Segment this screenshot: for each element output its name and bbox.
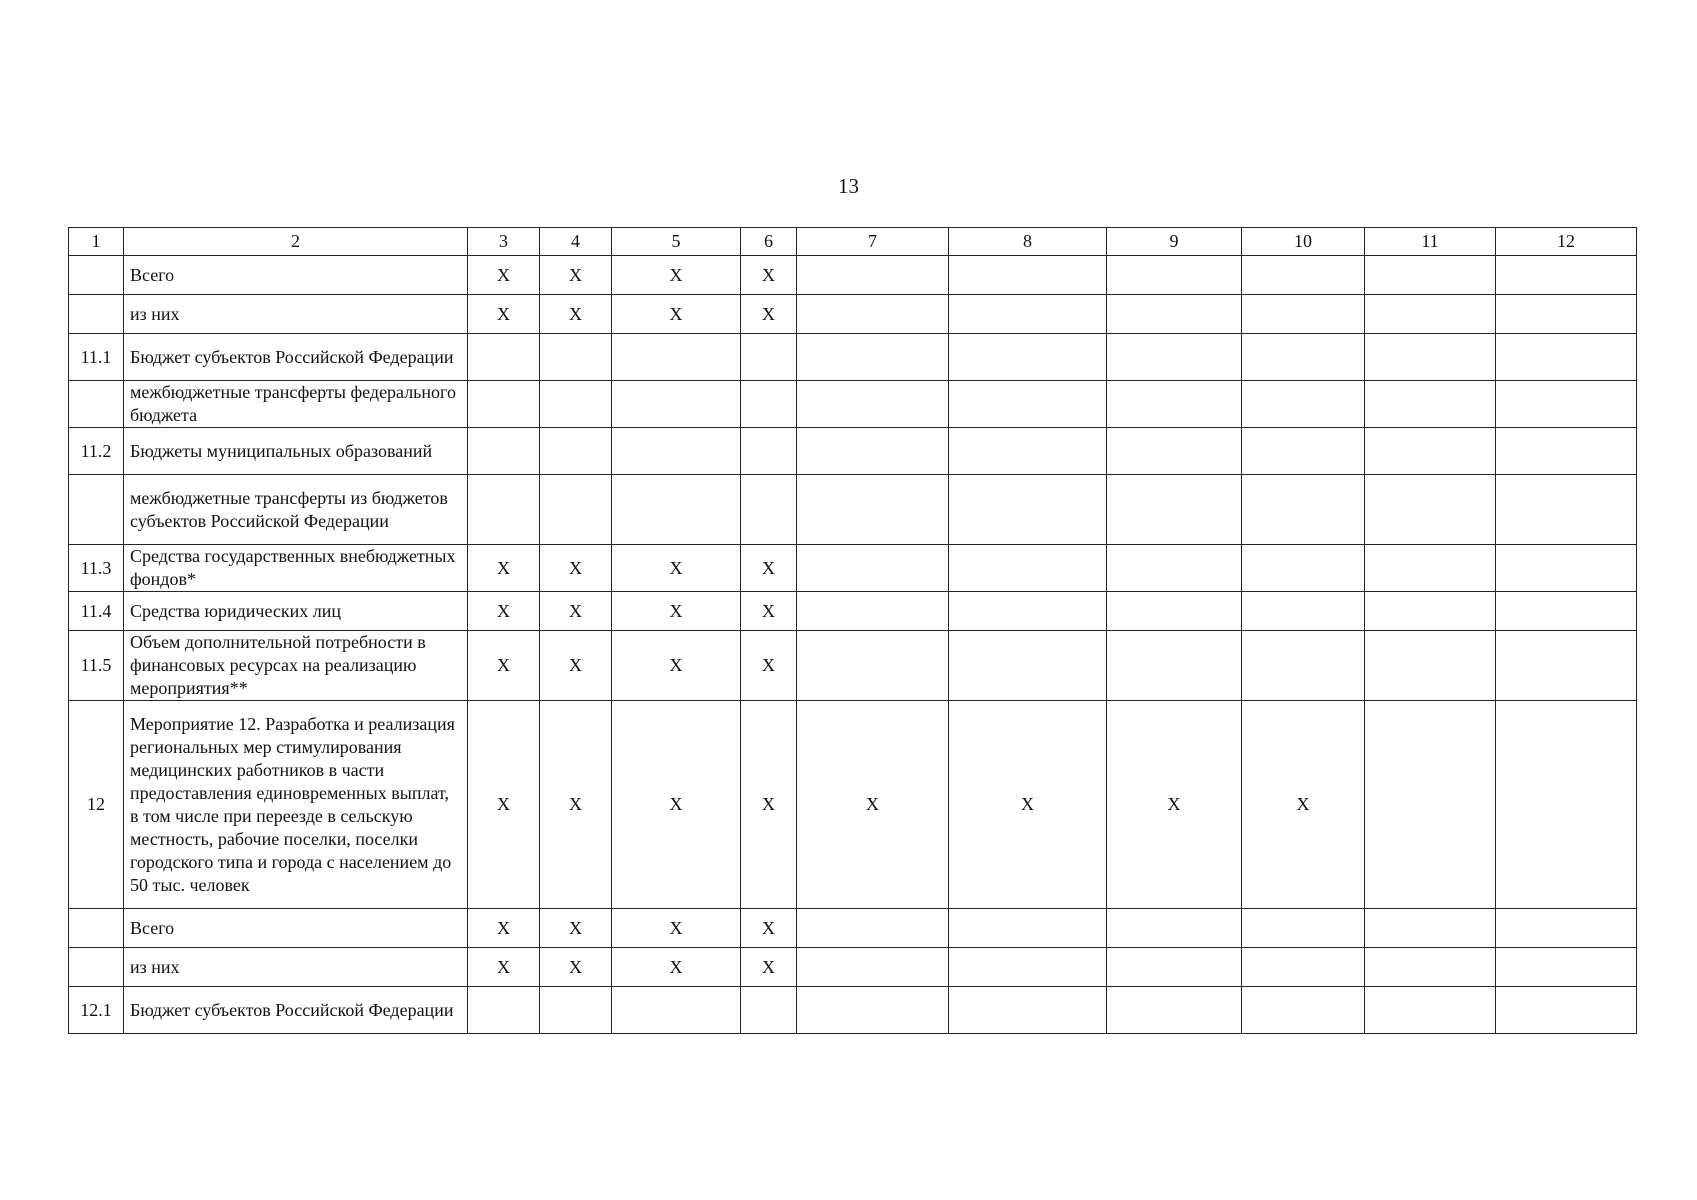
table-cell (1496, 334, 1637, 381)
table-cell (540, 381, 612, 428)
row-number (69, 256, 124, 295)
table-cell (1365, 256, 1496, 295)
table-cell: X (741, 631, 797, 701)
table-cell (468, 987, 540, 1034)
table-cell (949, 381, 1107, 428)
row-number: 11.5 (69, 631, 124, 701)
table-cell (797, 631, 949, 701)
table-cell (741, 475, 797, 545)
table-cell (1365, 475, 1496, 545)
table-cell (949, 631, 1107, 701)
table-cell (797, 475, 949, 545)
column-header: 9 (1107, 228, 1242, 256)
table-cell (949, 909, 1107, 948)
table-cell (1107, 334, 1242, 381)
table-row (69, 592, 1637, 631)
table-cell (1496, 256, 1637, 295)
table-cell (1242, 592, 1365, 631)
table-cell: X (741, 256, 797, 295)
table-cell (797, 987, 949, 1034)
table-row (69, 948, 1637, 987)
row-number (69, 475, 124, 545)
table-cell: X (540, 545, 612, 592)
table-cell (797, 295, 949, 334)
table-cell (1365, 428, 1496, 475)
table-cell (1496, 987, 1637, 1034)
table-cell (949, 295, 1107, 334)
table-cell (1107, 381, 1242, 428)
table-cell (1242, 631, 1365, 701)
table-cell: X (949, 701, 1107, 909)
table-cell (1496, 592, 1637, 631)
table-cell: X (797, 701, 949, 909)
column-header: 6 (741, 228, 797, 256)
row-number (69, 909, 124, 948)
table-cell (1107, 256, 1242, 295)
table-cell (949, 475, 1107, 545)
table-cell (468, 428, 540, 475)
row-name: Средства государственных внебюджетных фондов* (124, 545, 468, 592)
column-header: 4 (540, 228, 612, 256)
table-cell (1242, 909, 1365, 948)
table-cell (949, 545, 1107, 592)
table-row (69, 909, 1637, 948)
table-cell (1365, 592, 1496, 631)
row-name: межбюджетные трансферты федерального бюджета (124, 381, 468, 428)
table-cell: X (1107, 701, 1242, 909)
table-row (69, 295, 1637, 334)
table-cell (1107, 475, 1242, 545)
table-cell (1242, 987, 1365, 1034)
table-cell: X (741, 909, 797, 948)
table-cell (1496, 545, 1637, 592)
table-cell: X (741, 545, 797, 592)
table-cell: X (612, 295, 741, 334)
table-cell (1242, 948, 1365, 987)
table-cell: X (741, 701, 797, 909)
column-header: 3 (468, 228, 540, 256)
table-row (69, 701, 1637, 909)
table-row (69, 334, 1637, 381)
table-cell (1496, 948, 1637, 987)
row-name: Бюджет субъектов Российской Федерации (124, 987, 468, 1034)
table-cell (612, 334, 741, 381)
row-number: 11.3 (69, 545, 124, 592)
table-cell: X (540, 631, 612, 701)
table-cell: X (540, 592, 612, 631)
table-cell (540, 428, 612, 475)
column-header: 8 (949, 228, 1107, 256)
row-name: Всего (124, 256, 468, 295)
header-row (69, 228, 1637, 256)
table-cell (1496, 909, 1637, 948)
table-cell (1496, 295, 1637, 334)
table-cell: X (468, 592, 540, 631)
row-name: Объем дополнительной потребности в финансовых ресурсах на реализацию мероприятия** (124, 631, 468, 701)
table-cell (1496, 381, 1637, 428)
table-cell (1107, 545, 1242, 592)
table-cell (1242, 295, 1365, 334)
column-header: 10 (1242, 228, 1365, 256)
table-cell: X (612, 909, 741, 948)
table-cell: X (612, 545, 741, 592)
table-cell (1107, 295, 1242, 334)
table-cell (540, 987, 612, 1034)
table-cell (797, 334, 949, 381)
table-cell (949, 987, 1107, 1034)
row-number (69, 381, 124, 428)
table-cell: X (612, 592, 741, 631)
table-cell (797, 592, 949, 631)
table-cell (612, 475, 741, 545)
table-cell (1365, 381, 1496, 428)
table-cell (949, 948, 1107, 987)
row-number: 11.4 (69, 592, 124, 631)
row-name: межбюджетные трансферты из бюджетов субъектов Российской Федерации (124, 475, 468, 545)
row-name: из них (124, 295, 468, 334)
table-row (69, 631, 1637, 701)
row-number: 11.1 (69, 334, 124, 381)
table-cell (741, 428, 797, 475)
table-cell: X (741, 295, 797, 334)
table-cell (1242, 256, 1365, 295)
table-cell (1242, 475, 1365, 545)
table-cell (1107, 631, 1242, 701)
table-cell (1107, 428, 1242, 475)
table-cell (797, 909, 949, 948)
table-cell (1496, 475, 1637, 545)
table-cell (1365, 909, 1496, 948)
table-cell (741, 987, 797, 1034)
table-cell (1496, 428, 1637, 475)
table-cell (797, 256, 949, 295)
table-row (69, 987, 1637, 1034)
table-cell (468, 475, 540, 545)
table-cell (1107, 909, 1242, 948)
table-cell (1365, 545, 1496, 592)
row-name: из них (124, 948, 468, 987)
table-cell (1365, 701, 1496, 909)
table-cell (1365, 334, 1496, 381)
table-cell (612, 987, 741, 1034)
table-cell (1496, 631, 1637, 701)
column-header: 11 (1365, 228, 1496, 256)
row-number: 12.1 (69, 987, 124, 1034)
table-cell (1496, 701, 1637, 909)
table-cell: X (612, 948, 741, 987)
table-cell: X (1242, 701, 1365, 909)
table-cell (797, 545, 949, 592)
column-header: 1 (69, 228, 124, 256)
table-cell (468, 381, 540, 428)
table-cell (612, 428, 741, 475)
table-cell (1107, 948, 1242, 987)
table-row (69, 475, 1637, 545)
table-cell (949, 334, 1107, 381)
table-cell (1365, 295, 1496, 334)
table-cell: X (612, 701, 741, 909)
column-header: 7 (797, 228, 949, 256)
column-header: 5 (612, 228, 741, 256)
row-name: Бюджеты муниципальных образований (124, 428, 468, 475)
table-cell (468, 334, 540, 381)
table-cell (949, 428, 1107, 475)
table-cell: X (612, 631, 741, 701)
table-cell (1365, 987, 1496, 1034)
table-cell (797, 428, 949, 475)
row-number (69, 948, 124, 987)
page-number: 13 (838, 174, 859, 198)
table-cell (949, 592, 1107, 631)
table-cell: X (612, 256, 741, 295)
column-header: 2 (124, 228, 468, 256)
table-cell: X (468, 295, 540, 334)
table-row (69, 545, 1637, 592)
table-cell (1107, 592, 1242, 631)
table-cell (1242, 381, 1365, 428)
table-cell: X (468, 256, 540, 295)
table-cell: X (468, 631, 540, 701)
table-cell (1365, 631, 1496, 701)
table-cell (1107, 987, 1242, 1034)
table-cell: X (540, 948, 612, 987)
column-header: 12 (1496, 228, 1637, 256)
table-cell (1242, 334, 1365, 381)
table-cell: X (468, 545, 540, 592)
financing-table (68, 227, 1637, 1034)
table-cell (612, 381, 741, 428)
table-cell: X (468, 909, 540, 948)
table-cell (797, 948, 949, 987)
table-cell (741, 334, 797, 381)
table-cell: X (540, 256, 612, 295)
table-cell (540, 334, 612, 381)
table-body (69, 256, 1637, 1034)
table-cell (797, 381, 949, 428)
table-cell (741, 381, 797, 428)
table-row (69, 256, 1637, 295)
table-cell: X (741, 948, 797, 987)
table-cell (540, 475, 612, 545)
row-number (69, 295, 124, 334)
row-name: Бюджет субъектов Российской Федерации (124, 334, 468, 381)
table-cell: X (540, 701, 612, 909)
row-name: Мероприятие 12. Разработка и реализация региональных мер стимулирования медицинских работников в части предоставления единовременных выплат, в том числе при переезде в сельскую местность, рабочие поселки, поселки городского типа и города с населением до 50 тыс. человек (124, 701, 468, 909)
row-name: Средства юридических лиц (124, 592, 468, 631)
table-cell (949, 256, 1107, 295)
table-cell: X (468, 701, 540, 909)
table-cell (1242, 545, 1365, 592)
table-row (69, 381, 1637, 428)
table-cell: X (468, 948, 540, 987)
row-number: 11.2 (69, 428, 124, 475)
row-number: 12 (69, 701, 124, 909)
table-cell (1242, 428, 1365, 475)
table-cell: X (540, 295, 612, 334)
table-row (69, 428, 1637, 475)
row-name: Всего (124, 909, 468, 948)
table-cell: X (741, 592, 797, 631)
table-cell (1365, 948, 1496, 987)
table-cell: X (540, 909, 612, 948)
